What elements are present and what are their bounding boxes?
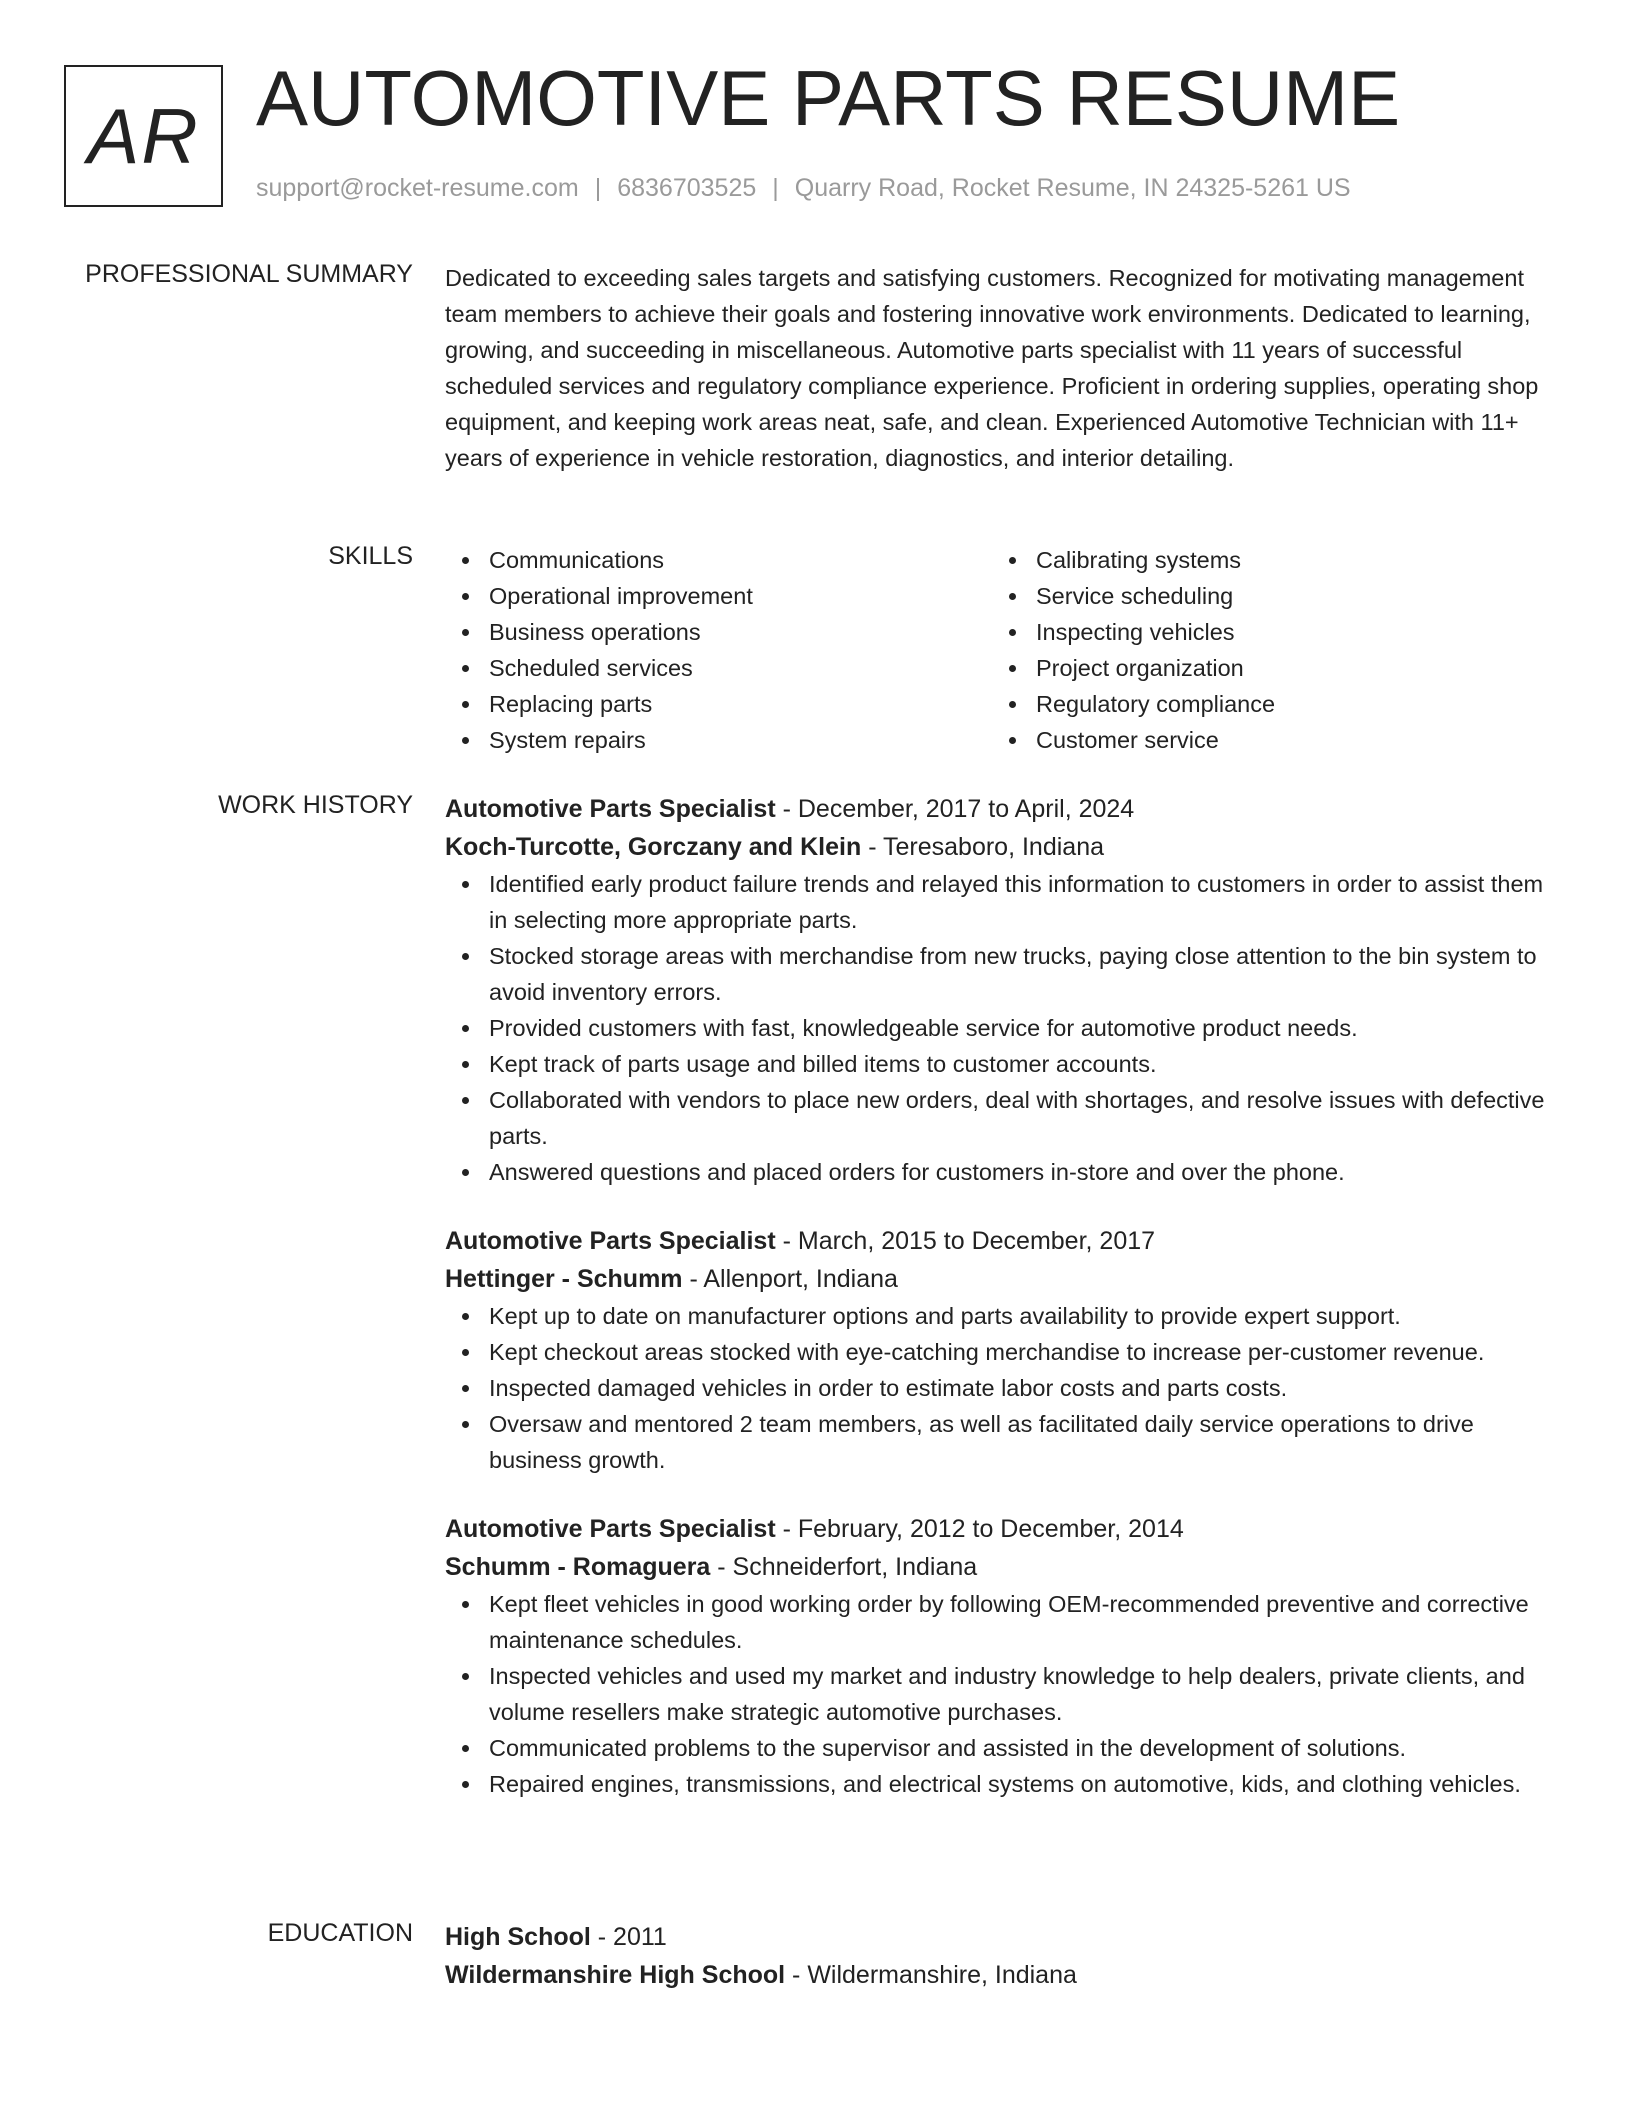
job-company: Schumm - Romaguera: [445, 1553, 711, 1581]
skill-item: Replacing parts: [445, 686, 992, 722]
job-bullet: Collaborated with vendors to place new orders, deal with shortages, and resolve issues with defective parts.: [445, 1082, 1557, 1154]
job-bullet: Communicated problems to the supervisor and assisted in the development of solutions.: [445, 1730, 1557, 1766]
job-title: Automotive Parts Specialist: [445, 1515, 776, 1543]
education-school: Wildermanshire High School: [445, 1961, 786, 1989]
job-company-line: [445, 1260, 1557, 1298]
skill-item: Business operations: [445, 614, 992, 650]
monogram-initials: AR: [87, 91, 200, 180]
monogram-logo: [64, 65, 223, 207]
contact-separator: |: [594, 174, 602, 202]
job-dates: - March, 2015 to December, 2017: [775, 1227, 1156, 1255]
work-body: [445, 790, 1557, 1834]
skills-left-list: [445, 542, 992, 758]
job-bullet: Oversaw and mentored 2 team members, as well as facilitated daily service operations to drive business growth.: [445, 1406, 1557, 1478]
job-company-line: [445, 1548, 1557, 1586]
job-dates: - December, 2017 to April, 2024: [775, 795, 1135, 823]
job-company: Koch-Turcotte, Gorczany and Klein: [445, 833, 862, 861]
job-bullet: Kept up to date on manufacturer options and parts availability to provide expert support.: [445, 1298, 1557, 1334]
skill-item: Project organization: [992, 650, 1539, 686]
skill-item: Customer service: [992, 722, 1539, 758]
job-bullet: Kept checkout areas stocked with eye-catching merchandise to increase per-customer revenue.: [445, 1334, 1557, 1370]
skill-item: Communications: [445, 542, 992, 578]
job-bullet: Provided customers with fast, knowledgeable service for automotive product needs.: [445, 1010, 1557, 1046]
job-entry: [445, 790, 1557, 1190]
job-company: Hettinger - Schumm: [445, 1265, 683, 1293]
summary-label: PROFESSIONAL SUMMARY: [85, 260, 413, 288]
job-bullet: Inspected damaged vehicles in order to estimate labor costs and parts costs.: [445, 1370, 1557, 1406]
job-bullet: Inspected vehicles and used my market and industry knowledge to help dealers, private clients, and volume resellers make strategic automotive purchases.: [445, 1658, 1557, 1730]
job-bullets: [445, 1298, 1557, 1478]
job-title: Automotive Parts Specialist: [445, 1227, 776, 1255]
skill-item: System repairs: [445, 722, 992, 758]
skill-item: Service scheduling: [992, 578, 1539, 614]
contact-address: Quarry Road, Rocket Resume, IN 24325-5261 US: [794, 174, 1351, 202]
job-bullet: Answered questions and placed orders for customers in-store and over the phone.: [445, 1154, 1557, 1190]
job-location: - Schneiderfort, Indiana: [710, 1553, 978, 1581]
education-school-line: [445, 1956, 1557, 1994]
education-year: - 2011: [590, 1923, 667, 1951]
job-title-line: [445, 1222, 1557, 1260]
skills-right-list: [992, 542, 1539, 758]
job-company-line: [445, 828, 1557, 866]
resume-title: AUTOMOTIVE PARTS RESUME: [256, 54, 1401, 142]
job-location: - Allenport, Indiana: [682, 1265, 898, 1293]
skill-item: Inspecting vehicles: [992, 614, 1539, 650]
job-bullet: Stocked storage areas with merchandise from new trucks, paying close attention to the bin system to avoid inventory errors.: [445, 938, 1557, 1010]
education-body: [445, 1918, 1557, 1994]
education-degree-line: [445, 1918, 1557, 1956]
job-title: Automotive Parts Specialist: [445, 795, 776, 823]
job-title-line: [445, 790, 1557, 828]
skills-label: SKILLS: [328, 542, 413, 570]
contact-separator: |: [772, 174, 779, 202]
job-bullets: [445, 866, 1557, 1190]
job-bullet: Repaired engines, transmissions, and electrical systems on automotive, kids, and clothing vehicles.: [445, 1766, 1557, 1802]
job-entry: [445, 1222, 1557, 1478]
job-bullet: Identified early product failure trends and relayed this information to customers in order to assist them in selecting more appropriate parts.: [445, 866, 1557, 938]
work-label: WORK HISTORY: [218, 791, 413, 819]
skill-item: Calibrating systems: [992, 542, 1539, 578]
job-entry: [445, 1510, 1557, 1802]
job-bullets: [445, 1586, 1557, 1802]
job-dates: - February, 2012 to December, 2014: [775, 1515, 1184, 1543]
skill-item: Scheduled services: [445, 650, 992, 686]
summary-text: Dedicated to exceeding sales targets and satisfying customers. Recognized for motivating management team members to achieve their goals and fostering innovative work environments. Dedicated to learning, growing, and succeeding in miscellaneous. Automotive parts specialist with 11 years of successful scheduled services and regulatory compliance experience. Proficient in ordering supplies, operating shop equipment, and keeping work areas neat, safe, and clean. Experienced Automotive Technician with 11+ years of experience in vehicle restoration, diagnostics, and interior detailing.: [445, 265, 1539, 471]
contact-line: [256, 174, 1351, 203]
skills-body: [445, 542, 1557, 758]
education-location: - Wildermanshire, Indiana: [785, 1961, 1077, 1989]
skill-item: Operational improvement: [445, 578, 992, 614]
job-location: - Teresaboro, Indiana: [861, 833, 1104, 861]
job-bullet: Kept fleet vehicles in good working order by following OEM-recommended preventive and corrective maintenance schedules.: [445, 1586, 1557, 1658]
skill-item: Regulatory compliance: [992, 686, 1539, 722]
contact-email[interactable]: support@rocket-resume.com: [256, 174, 579, 202]
contact-phone[interactable]: 6836703525: [617, 174, 757, 202]
education-degree: High School: [445, 1923, 591, 1951]
job-title-line: [445, 1510, 1557, 1548]
education-label: EDUCATION: [267, 1919, 413, 1947]
job-bullet: Kept track of parts usage and billed items to customer accounts.: [445, 1046, 1557, 1082]
summary-body: [445, 260, 1557, 476]
